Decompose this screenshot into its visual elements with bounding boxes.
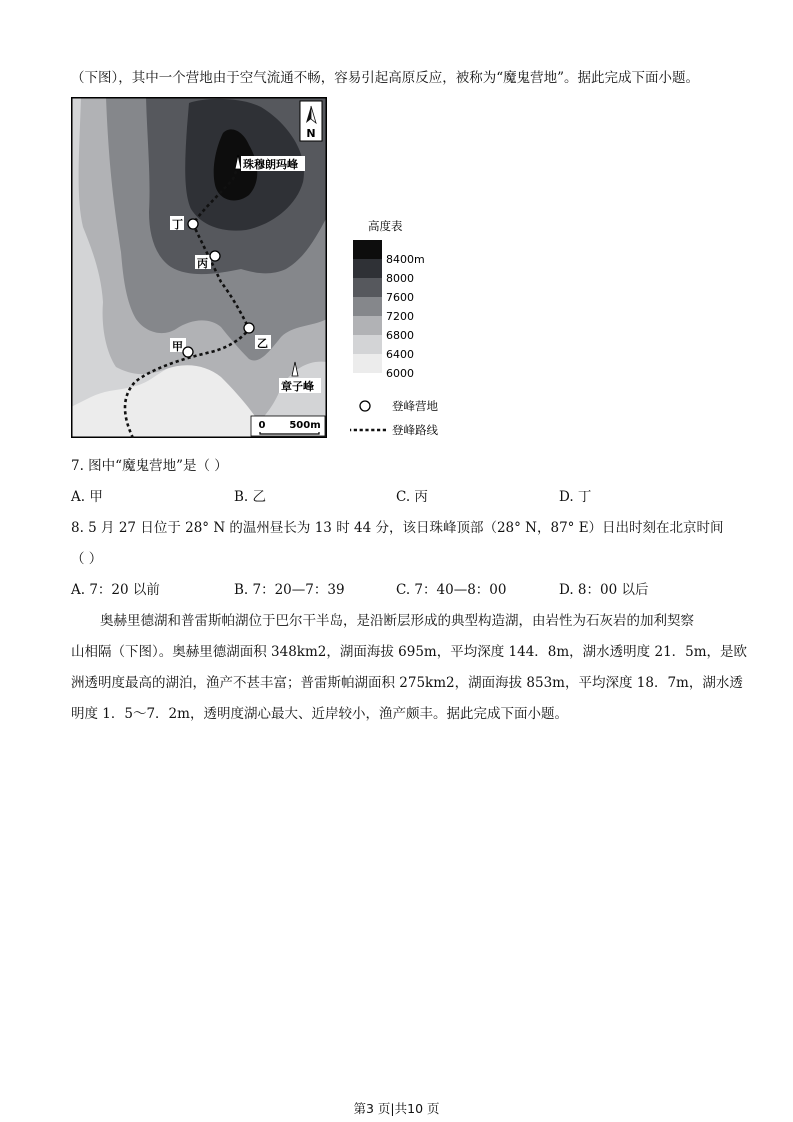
q8-options [71, 578, 721, 598]
camp-label: 甲 [172, 340, 183, 353]
legend-swatch-6800 [353, 316, 382, 335]
camp-circle-icon [188, 219, 198, 229]
camp-circle-icon [210, 251, 220, 261]
legend-level: 6400 [386, 348, 414, 361]
legend-swatch-8400 [353, 240, 382, 259]
q8-option-c[interactable]: C. 7：40—8：00 [396, 582, 507, 598]
q8-option-d[interactable]: D. 8：00 以后 [559, 582, 649, 598]
passage-line-1: 奥赫里德湖和普雷斯帕湖位于巴尔干半岛，是沿断层形成的典型构造湖，由岩性为石灰岩的加利契察 [100, 613, 694, 629]
legend-level: 6000 [386, 367, 414, 380]
camp-circle-icon [183, 347, 193, 357]
north-label: N [306, 127, 316, 140]
everest-marker [235, 155, 305, 171]
camp-circle-icon [244, 323, 254, 333]
camp-label: 丁 [172, 218, 183, 231]
legend-level: 7600 [386, 291, 414, 304]
scale-length: 500m [289, 420, 321, 431]
peak-label: 珠穆朗玛峰 [243, 158, 298, 171]
q7-option-c[interactable]: C. 丙 [396, 489, 428, 505]
q8-option-a[interactable]: A. 7：20 以前 [71, 582, 160, 598]
passage-line-3: 洲透明度最高的湖泊，渔产不甚丰富；普雷斯帕湖面积 275km2，湖面海拔 853m，平均深度 18．7m，湖水透 [71, 675, 743, 691]
second-peak-label: 章子峰 [281, 380, 314, 393]
q7-option-a[interactable]: A. 甲 [71, 489, 103, 505]
north-arrow [300, 101, 322, 141]
scale-zero: 0 [258, 420, 266, 431]
q7-options [71, 485, 721, 505]
intro-line: （下图），其中一个营地由于空气流通不畅，容易引起高原反应，被称为“魔鬼营地”。据此完成下面小题。 [71, 70, 700, 86]
legend-swatch-6000 [353, 354, 382, 373]
q7-stem: 7. 图中“魔鬼营地”是（ ） [71, 458, 228, 474]
legend-level: 7200 [386, 310, 414, 323]
q8-stem-line2: （ ） [71, 551, 103, 567]
topographic-map [71, 97, 327, 438]
legend-level: 8000 [386, 272, 414, 285]
legend-level: 6800 [386, 329, 414, 342]
q7-option-d[interactable]: D. 丁 [559, 489, 592, 505]
legend-swatch-7600 [353, 278, 382, 297]
legend-swatch-6400 [353, 335, 382, 354]
camp-legend-label: 登峰营地 [392, 399, 438, 413]
route-legend-label: 登峰路线 [392, 423, 438, 437]
camp-legend-circle-icon [360, 401, 370, 411]
q8-option-b[interactable]: B. 7：20—7：39 [234, 582, 345, 598]
q8-stem-line1: 8. 5 月 27 日位于 28° N 的温州昼长为 13 时 44 分，该日珠峰顶部（28° N，87° E）日出时刻在北京时间 [71, 520, 724, 536]
camp-label: 乙 [257, 337, 268, 350]
legend-swatch-7200 [353, 297, 382, 316]
map-legend [350, 218, 460, 448]
page-footer: 第3 页|共10 页 [353, 1101, 440, 1116]
q7-option-b[interactable]: B. 乙 [234, 489, 267, 505]
camp-label: 丙 [197, 257, 208, 270]
legend-level: 8400m [386, 253, 425, 266]
passage-line-2: 山相隔（下图）。奥赫里德湖面积 348km2，湖面海拔 695m，平均深度 144．8m，湖水透明度 21．5m，是欧 [71, 644, 748, 660]
legend-swatch-8000 [353, 259, 382, 278]
legend-title: 高度表 [368, 219, 403, 233]
scale-bar [251, 416, 325, 436]
passage-line-4: 明度 1．5～7．2m，透明度湖心最大、近岸较小，渔产颇丰。据此完成下面小题。 [71, 706, 568, 722]
